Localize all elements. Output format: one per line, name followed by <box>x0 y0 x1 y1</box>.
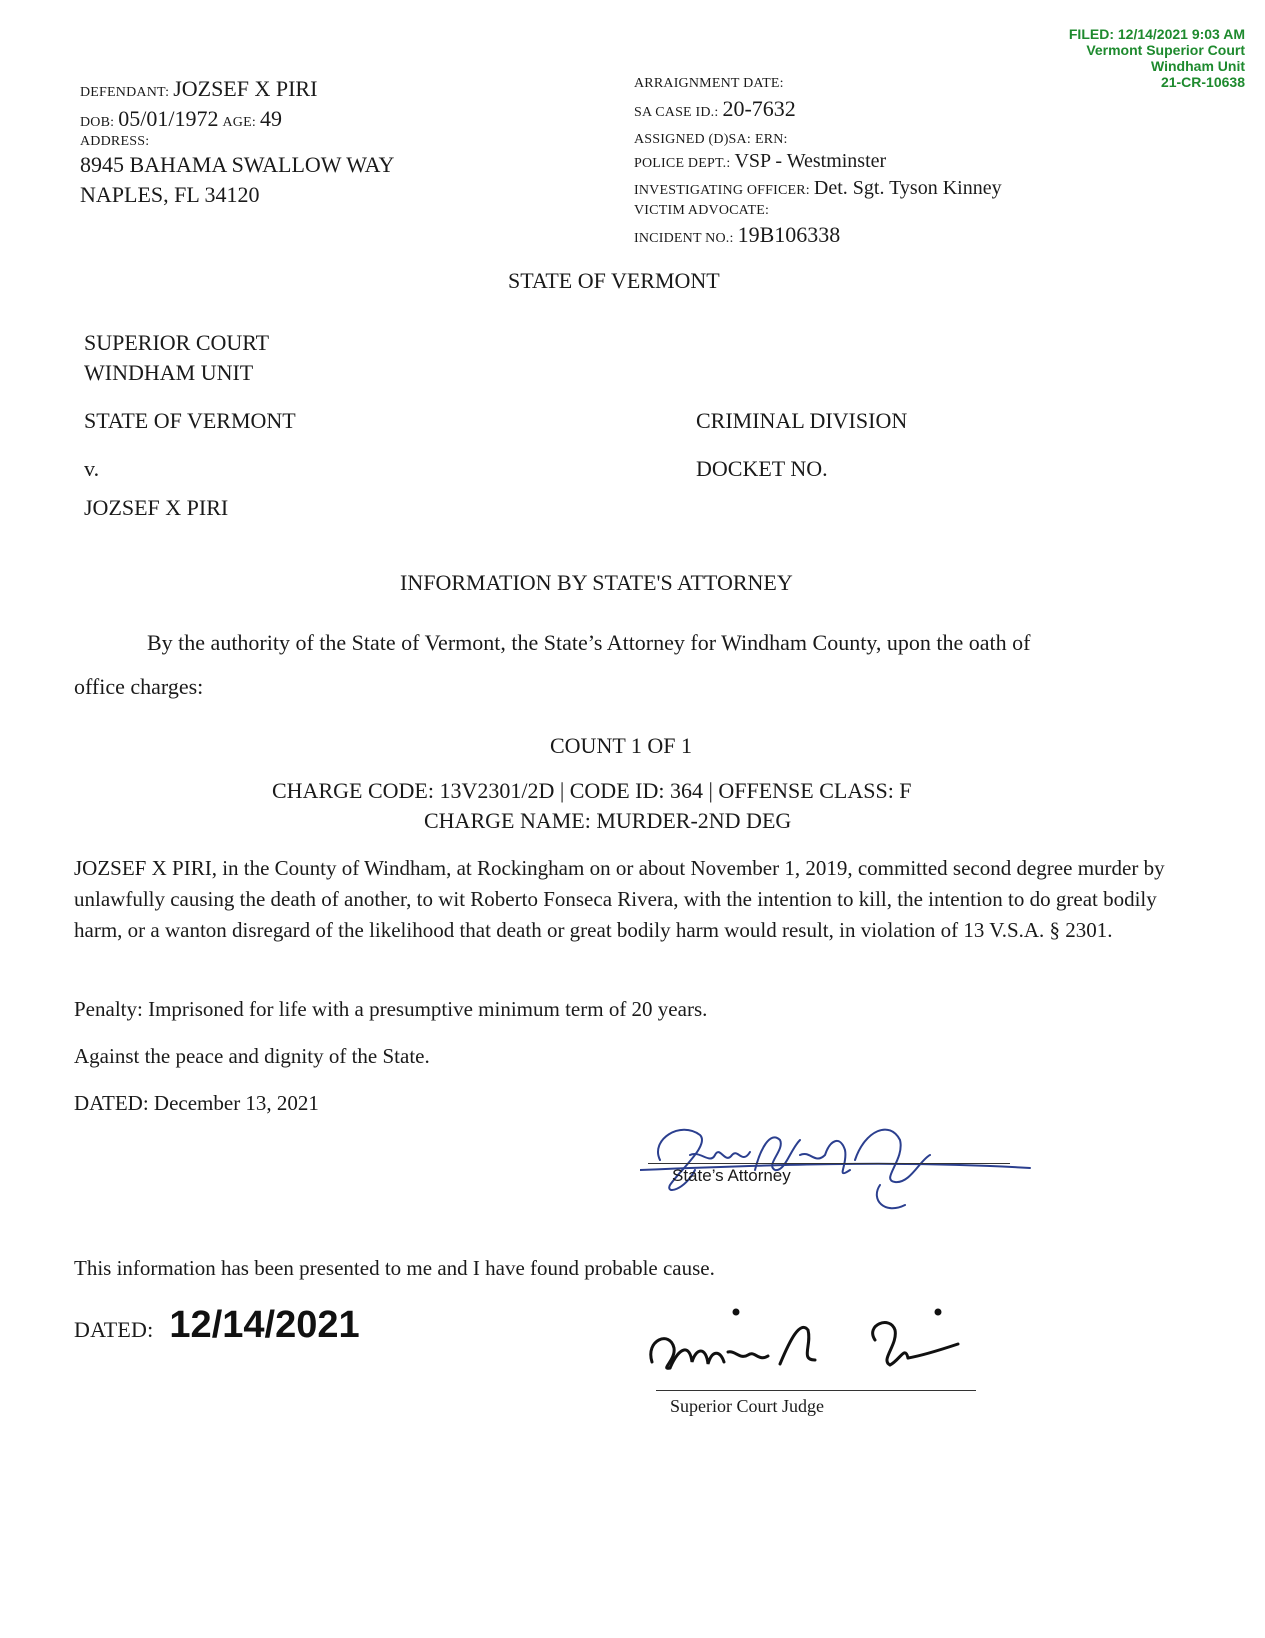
age-label: AGE: <box>222 115 256 130</box>
states-attorney-signature <box>640 1110 1070 1220</box>
intro-line2: office charges: <box>74 674 204 699</box>
judge-label: Superior Court Judge <box>670 1396 824 1416</box>
caption-versus: v. <box>84 456 100 481</box>
states-attorney-label: State’s Attorney <box>672 1166 791 1185</box>
filed-stamp <box>1069 26 1245 90</box>
address-label: ADDRESS: <box>80 134 150 149</box>
address-line2: NAPLES, FL 34120 <box>80 182 260 207</box>
charge-code-line: CHARGE CODE: 13V2301/2D | CODE ID: 364 | OFFENSE CLASS: F <box>272 778 912 803</box>
filed-stamp-docket: 21-CR-10638 <box>1160 74 1245 90</box>
dob-value: 05/01/1972 <box>118 106 219 131</box>
probable-cause-text: This information has been presented to me and I have found probable cause. <box>74 1256 715 1280</box>
charge-text: JOZSEF X PIRI, in the County of Windham, at Rockingham on or about November 1, 2019, committed second degree murder by unlawfully causing the death of another, to wit Roberto Fonseca Rivera, with the intention to kill, the intention to do great bodily harm, or a wanton disregard of the likelihood that death or great bodily harm would result, in violation of 13 V.S.A. § 2301. <box>74 856 1165 942</box>
caption-defendant: JOZSEF X PIRI <box>84 495 229 520</box>
judge-dated-stamp: 12/14/2021 <box>169 1304 360 1346</box>
dated-text: DATED: December 13, 2021 <box>74 1091 319 1115</box>
filed-stamp-line1: FILED: 12/14/2021 9:03 AM <box>1068 26 1245 42</box>
officer-value: Det. Sgt. Tyson Kinney <box>813 177 1002 199</box>
ern-label: ERN: <box>754 132 788 147</box>
police-value: VSP - Westminster <box>734 150 887 172</box>
dob-line <box>80 106 282 132</box>
police-line <box>634 150 886 173</box>
caption-unit: WINDHAM UNIT <box>84 360 254 385</box>
assigned-line <box>634 130 788 148</box>
states-attorney-signature-line <box>648 1163 1010 1164</box>
address-line1: 8945 BAHAMA SWALLOW WAY <box>80 152 395 177</box>
judge-dated-line <box>74 1304 360 1347</box>
filed-stamp-unit: Windham Unit <box>1151 58 1245 74</box>
caption-state: STATE OF VERMONT <box>84 408 296 433</box>
officer-label: INVESTIGATING OFFICER: <box>634 183 810 198</box>
victim-advocate-label: VICTIM ADVOCATE: <box>634 203 770 218</box>
state-heading: STATE OF VERMONT <box>508 268 720 293</box>
caption-docket: DOCKET NO. <box>696 456 828 481</box>
count-heading: COUNT 1 OF 1 <box>550 733 693 758</box>
age-value: 49 <box>259 106 282 131</box>
dob-label: DOB: <box>80 115 115 130</box>
sa-case-line <box>634 96 796 122</box>
penalty-text: Penalty: Imprisoned for life with a presumptive minimum term of 20 years. <box>74 997 708 1021</box>
judge-dated-label: DATED: <box>74 1317 154 1342</box>
sa-case-value: 20-7632 <box>722 96 796 121</box>
police-label: POLICE DEPT.: <box>634 156 731 171</box>
caption-division: CRIMINAL DIVISION <box>696 408 908 433</box>
document-title: INFORMATION BY STATE'S ATTORNEY <box>400 570 793 595</box>
incident-label: INCIDENT NO.: <box>634 231 734 246</box>
defendant-line <box>80 76 317 102</box>
incident-line <box>634 222 840 248</box>
assigned-label: ASSIGNED (D)SA: <box>634 132 751 147</box>
defendant-label: DEFENDANT: <box>80 85 170 100</box>
charge-name-line: CHARGE NAME: MURDER-2ND DEG <box>424 808 792 833</box>
defendant-name: JOZSEF X PIRI <box>173 76 318 101</box>
judge-signature <box>640 1300 1020 1390</box>
officer-line <box>634 177 1002 200</box>
arraignment-label: ARRAIGNMENT DATE: <box>634 76 784 91</box>
incident-value: 19B106338 <box>737 222 841 247</box>
judge-signature-line <box>656 1390 976 1391</box>
caption-court: SUPERIOR COURT <box>84 330 270 355</box>
against-text: Against the peace and dignity of the State. <box>74 1044 430 1068</box>
sa-case-label: SA CASE ID.: <box>634 105 719 120</box>
intro-line1: By the authority of the State of Vermont, the State’s Attorney for Windham County, upon the oath of <box>147 630 1031 655</box>
filed-stamp-court: Vermont Superior Court <box>1086 42 1245 58</box>
